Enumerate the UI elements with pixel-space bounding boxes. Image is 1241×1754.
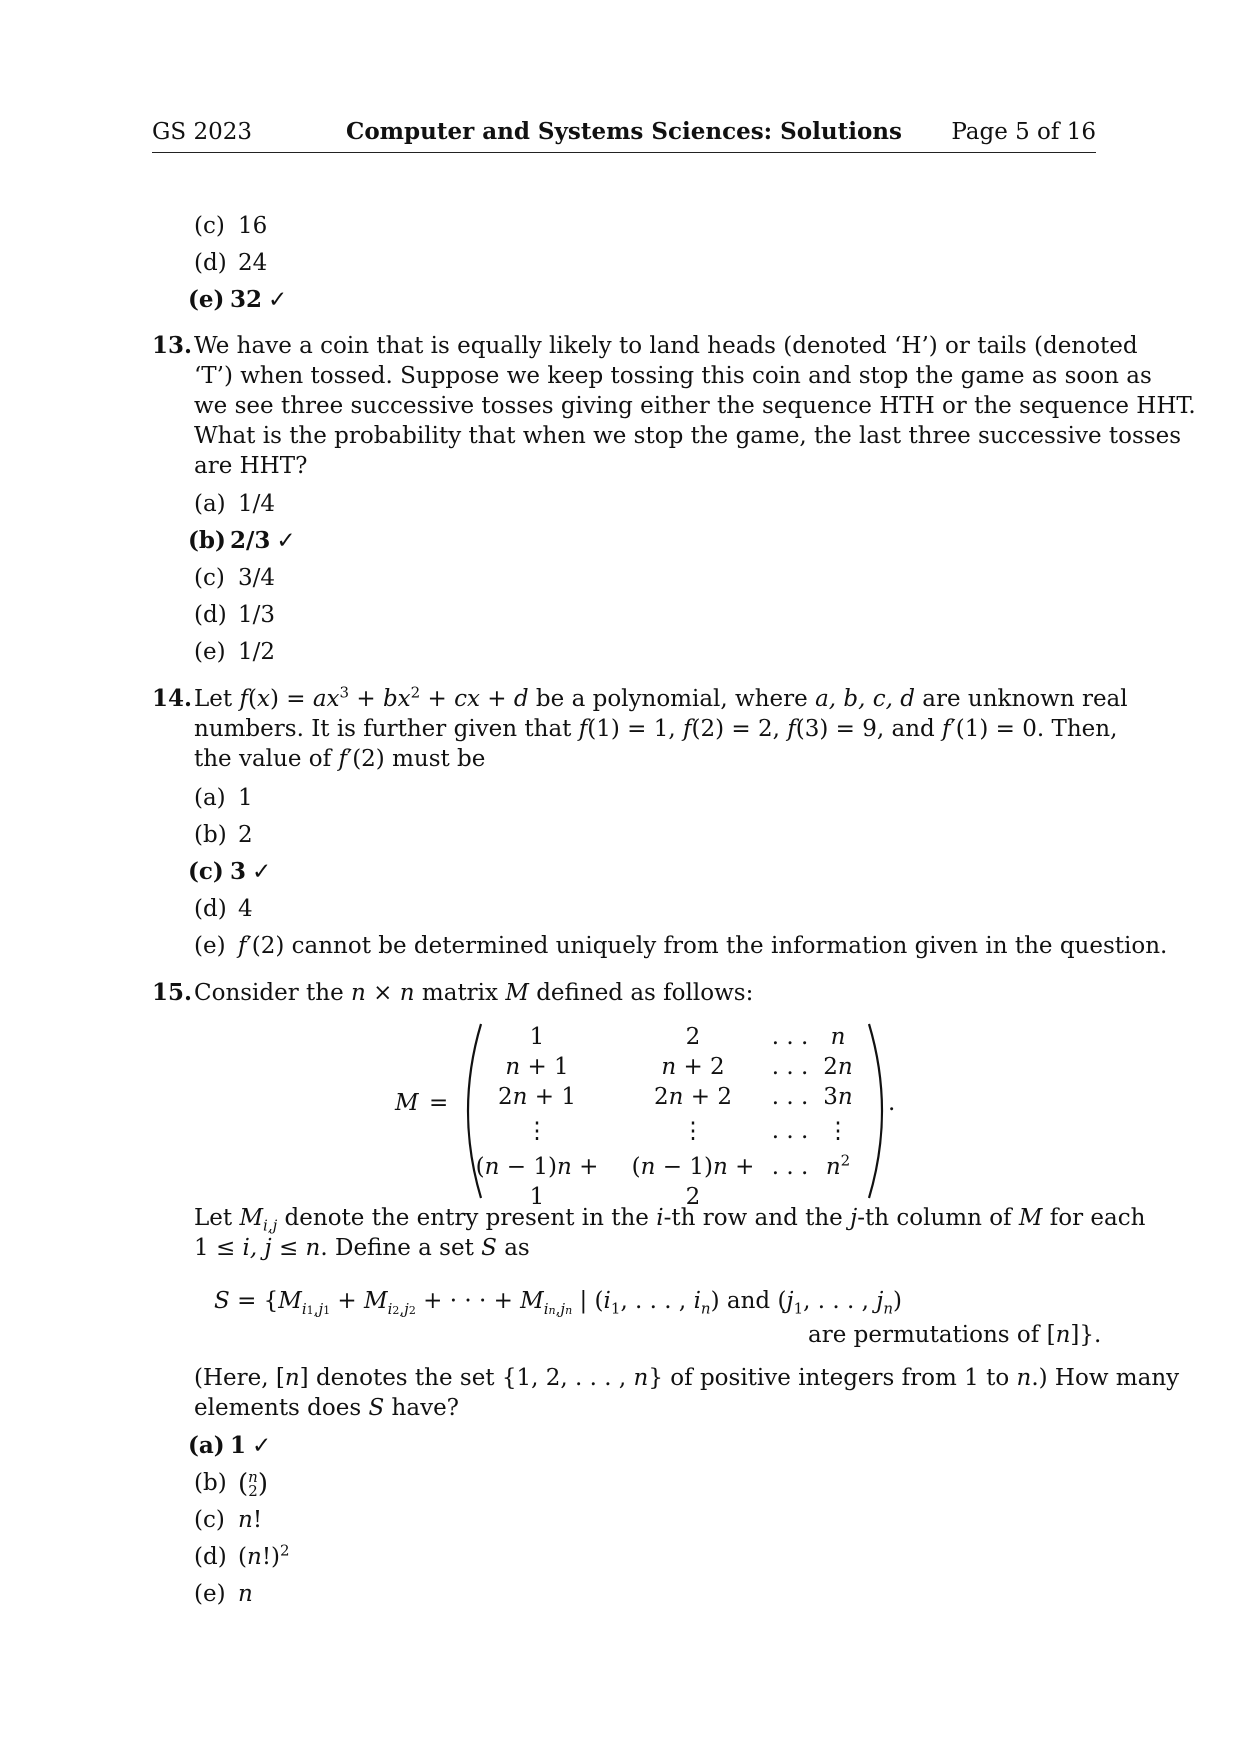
- matrix-cell: (n − 1)n + 1: [475, 1154, 599, 1210]
- q14-option-e: (e) f′(2) cannot be determined uniquely from the information given in the question.: [194, 933, 1168, 959]
- q13-number: 13.: [152, 332, 193, 359]
- matrix-cell: 1: [529, 1024, 545, 1050]
- matrix-cell: 3n: [823, 1084, 853, 1110]
- q13-option-b-correct: (b) 2/3 ✓: [188, 527, 296, 554]
- matrix-cell: $n^2$: [825, 1151, 851, 1180]
- binomial-n-choose-2: (n 2): [238, 1468, 268, 1500]
- header-title: Computer and Systems Sciences: Solutions: [346, 118, 902, 145]
- q13-option-a: (a) 1/4: [194, 491, 276, 517]
- q15-def-line-2: 1 ≤ i, j ≤ n. Define a set S as: [194, 1235, 530, 1261]
- q13-option-c: (c) 3/4: [194, 565, 276, 591]
- q15-option-b: (b) (n 2): [194, 1468, 268, 1500]
- q14-option-c-correct: (c) 3 ✓: [188, 858, 272, 885]
- q13-line-3: we see three successive tosses giving either the sequence HTH or the sequence HHT.: [194, 393, 1196, 419]
- page-header: [152, 118, 1096, 153]
- matrix-m: M = 1 n + 1 2n + 1 ⋮ (n − 1)n + 1 2 n + 2 2n + 2 ⋮ (n − 1)n + 2 . . . . . . . . . . . . . . . n 2n 3n ⋮ $n^2$ .: [395, 1024, 896, 1210]
- matrix-cell: . . .: [771, 1024, 809, 1050]
- q13-option-d: (d) 1/3: [194, 602, 276, 628]
- matrix-cell: 2n: [823, 1054, 853, 1080]
- header-exam: GS 2023: [152, 119, 252, 145]
- check-icon: ✓: [276, 528, 296, 554]
- q15-option-c: (c) n!: [194, 1507, 263, 1533]
- matrix-cell: n: [830, 1024, 846, 1050]
- q15-option-e: (e) n: [194, 1581, 253, 1607]
- matrix-cell: ⋮: [681, 1118, 705, 1144]
- matrix-cell: 2n + 2: [654, 1084, 732, 1110]
- q14-line-2: numbers. It is further given that f(1) = 1, f(2) = 2, f(3) = 9, and f′(1) = 0. Then,: [194, 716, 1118, 742]
- matrix-cell: n + 2: [661, 1054, 725, 1080]
- matrix-cell: . . .: [771, 1054, 809, 1080]
- q14-number: 14.: [152, 685, 193, 712]
- matrix-cell: (n − 1)n + 2: [631, 1154, 755, 1210]
- set-definition-continued: are permutations of [n]}.: [808, 1322, 1102, 1348]
- set-definition: $S = \{M_{i1,j1} + M_{i2,j2}$ + · · · + $M_{in,jn}$ | ($i_1$, . . . , $i_n$) and ($j_1$, . . . , $j_n$): [214, 1288, 903, 1318]
- header-page-number: Page 5 of 16: [951, 119, 1096, 145]
- q15-intro: Consider the n × n matrix M defined as follows:: [194, 980, 754, 1006]
- matrix-cell: ⋮: [826, 1118, 850, 1144]
- q13-line-5: are HHT?: [194, 453, 308, 479]
- q15-option-a-correct: (a) 1 ✓: [188, 1432, 272, 1459]
- q14-option-d: (d) 4: [194, 896, 253, 922]
- matrix-cell: 2: [685, 1024, 701, 1050]
- check-icon: ✓: [268, 287, 288, 313]
- prev-option-c: (c) 16: [194, 213, 268, 239]
- q15-note-line-2: elements does S have?: [194, 1395, 460, 1421]
- q14-option-b: (b) 2: [194, 822, 253, 848]
- matrix-cell: ⋮: [525, 1118, 549, 1144]
- matrix-cell: 2n + 1: [498, 1084, 576, 1110]
- matrix-cell: . . .: [771, 1084, 809, 1110]
- matrix-cell: . . .: [771, 1154, 809, 1180]
- matrix-cell: . . .: [771, 1118, 809, 1144]
- check-icon: ✓: [252, 1433, 272, 1459]
- q15-note-line-1: (Here, [n] denotes the set {1, 2, . . . , n} of positive integers from 1 to n.) How many: [194, 1365, 1180, 1391]
- q14-line-1: Let $f(x) = ax^3 + bx^2$ + cx + d be a polynomial, where a, b, c, d are unknown real: [194, 683, 1128, 712]
- q13-line-1: We have a coin that is equally likely to land heads (denoted ‘H’) or tails (denoted: [194, 333, 1138, 359]
- q13-line-2: ‘T’) when tossed. Suppose we keep tossing this coin and stop the game as soon as: [194, 363, 1152, 389]
- matrix-cell: n + 1: [505, 1054, 569, 1080]
- q14-option-a: (a) 1: [194, 785, 253, 811]
- prev-option-d: (d) 24: [194, 250, 268, 276]
- q13-option-e: (e) 1/2: [194, 639, 276, 665]
- q15-option-d: (d) $(n!)^2$: [194, 1541, 290, 1570]
- q15-def-line-1: Let $M_{i,j}$ denote the entry present in the i-th row and the j-th column of M for each: [194, 1205, 1146, 1235]
- q14-line-3: the value of f′(2) must be: [194, 746, 486, 772]
- check-icon: ✓: [252, 859, 272, 885]
- q13-line-4: What is the probability that when we stop the game, the last three successive tosses: [194, 423, 1182, 449]
- prev-option-e-correct: (e) 32 ✓: [188, 286, 288, 313]
- q15-number: 15.: [152, 979, 193, 1006]
